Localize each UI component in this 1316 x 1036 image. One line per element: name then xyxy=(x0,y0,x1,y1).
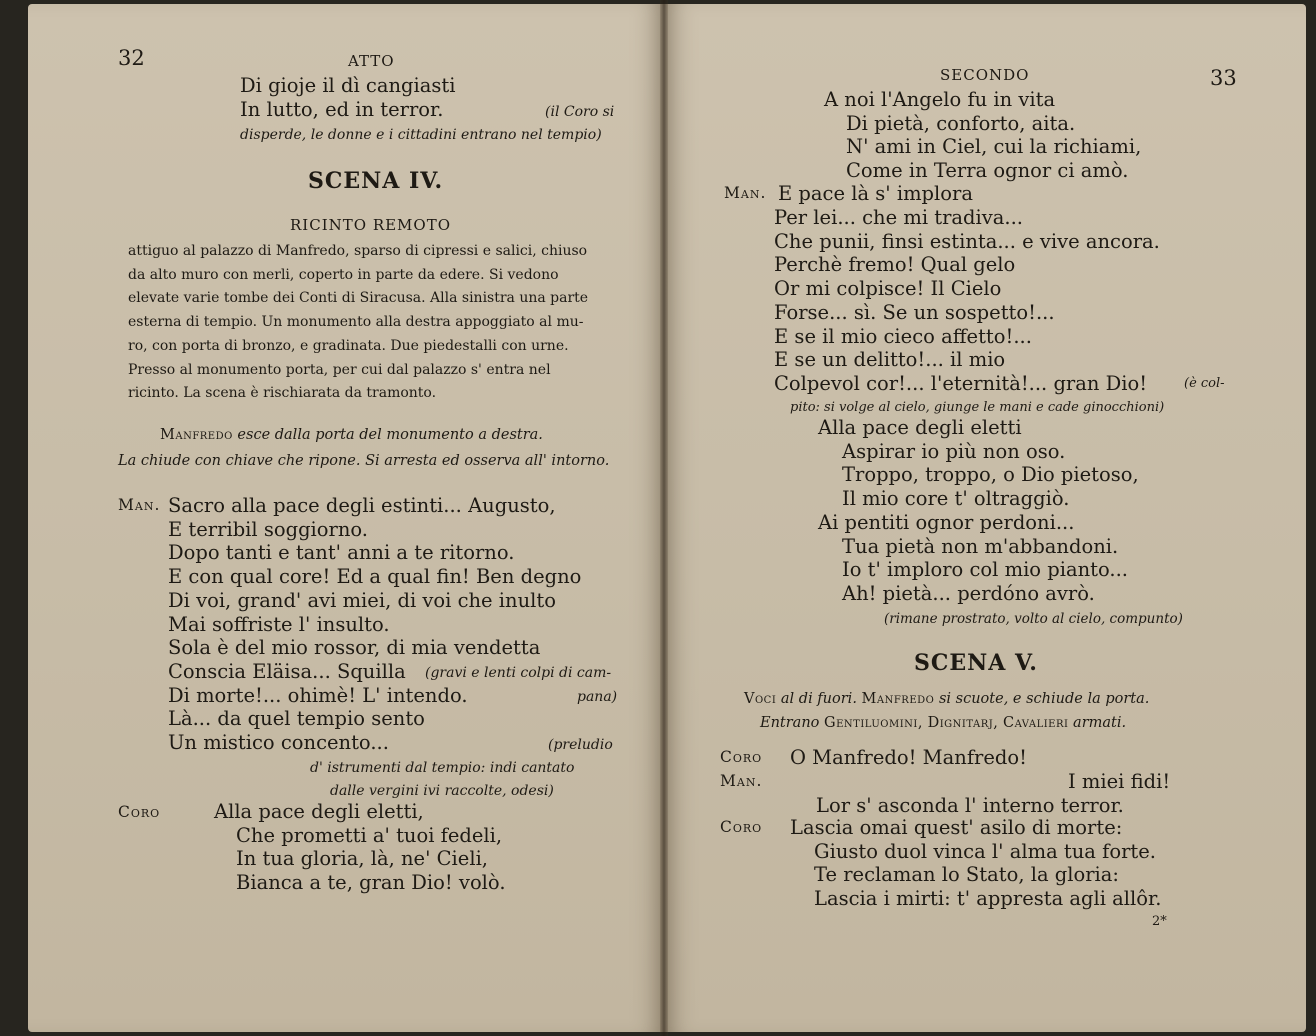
speaker-label: Man. xyxy=(724,184,767,202)
verse-line: Colpevol cor!... l'eternità!... gran Dio! xyxy=(774,371,1148,395)
verse-line: E se un delitto!... il mio xyxy=(774,348,1006,372)
verse-line: Perchè fremo! Qual gelo xyxy=(774,253,1016,277)
verse-line: E con qual core! Ed a qual fin! Ben degno xyxy=(168,565,582,589)
verse-line: Bianca a te, gran Dio! volò. xyxy=(236,871,506,895)
verse-block xyxy=(824,88,1141,183)
verse-line: Il mio core t' oltraggiò. xyxy=(842,487,1070,511)
description-line: elevate varie tombe dei Conti di Siracusa. Alla sinistra una parte xyxy=(128,290,589,307)
description-line: attiguo al palazzo di Manfredo, sparso di cipressi e salici, chiuso xyxy=(128,243,588,259)
choir-block xyxy=(214,800,506,895)
verse-line: Come in Terra ognor ci amò. xyxy=(846,159,1129,183)
verse-line: Ah! pietà... perdóno avrò. xyxy=(842,581,1095,605)
verse-line: Alla pace degli eletti xyxy=(818,416,1022,439)
page-number-right: 33 xyxy=(1210,66,1237,90)
verse-line: A noi l'Angelo fu in vita xyxy=(824,88,1056,111)
verse-line: Mai soffriste l' insulto. xyxy=(168,612,390,636)
verse-line: Aspirar io più non oso. xyxy=(842,439,1066,463)
verse-line: E terribil soggiorno. xyxy=(168,517,369,541)
verse-line: Dopo tanti e tant' anni a te ritorno. xyxy=(168,541,515,565)
verse-line: Troppo, troppo, o Dio pietoso, xyxy=(842,463,1139,487)
description-line: ricinto. La scena è rischiarata da tramonto. xyxy=(128,385,437,402)
verse-line: I miei fidi! xyxy=(1068,770,1171,793)
speaker-label: Coro xyxy=(118,803,161,821)
stage-direction: (è col- xyxy=(1184,376,1225,391)
character-name: Manfredo xyxy=(861,691,935,707)
description-line: da alto muro con merli, coperto in parte da edere. Si vedono xyxy=(128,266,559,283)
description-line: Presso al monumento porta, per cui dal palazzo s' entra nel xyxy=(128,361,551,378)
stage-direction: disperde, le donne e i cittadini entrano nel tempio) xyxy=(240,127,602,143)
stage-direction: pana) xyxy=(577,689,618,705)
aria-block xyxy=(818,416,1139,606)
verse-line: Sacro alla pace degli estinti... Augusto, xyxy=(168,494,556,517)
signature-mark: 2* xyxy=(1152,914,1167,929)
speech-block xyxy=(774,206,1160,396)
entrance-direction: Manfredo esce dalla porta del monumento a destra. xyxy=(160,427,543,443)
verse-block xyxy=(240,74,455,121)
verse-line: Che prometti a' tuoi fedeli, xyxy=(236,823,503,847)
stage-direction: pito: si volge al cielo, giunge le mani e cade ginocchioni) xyxy=(790,400,1165,415)
verse-line: Forse... sì. Se un sospetto!... xyxy=(774,300,1055,324)
verse-line: Di voi, grand' avi miei, di voi che inulto xyxy=(168,588,556,612)
entrance-direction: La chiude con chiave che ripone. Si arresta ed osserva all' intorno. xyxy=(118,453,610,469)
verse-line: Tua pietà non m'abbandoni. xyxy=(842,534,1119,558)
character-name: Voci xyxy=(744,691,777,707)
character-name: Cavalieri xyxy=(1002,715,1069,731)
description-line: esterna di tempio. Un monumento alla destra appoggiato al mu- xyxy=(128,314,584,331)
stage-direction: d' istrumenti dal tempio: indi cantato xyxy=(310,760,575,776)
setting-description xyxy=(128,240,588,406)
running-head-left: ATTO xyxy=(348,52,395,70)
verse-line: Or mi colpisce! Il Cielo xyxy=(774,277,1002,301)
book-gutter xyxy=(660,0,668,1036)
verse-line: In lutto, ed in terror. xyxy=(240,97,444,121)
character-name: Dignitarj, xyxy=(927,715,999,731)
entrance-direction: Voci al di fuori. Manfredo si scuote, e schiude la porta. xyxy=(744,691,1150,707)
scene-title: SCENA IV. xyxy=(308,168,444,194)
stage-direction: dalle vergini ivi raccolte, odesi) xyxy=(330,783,554,799)
verse-line: Lascia omai quest' asilo di morte: xyxy=(790,816,1123,839)
verse-line: Di pietà, conforto, aita. xyxy=(846,111,1076,135)
verse-line: Di morte!... ohimè! L' intendo. xyxy=(168,683,468,707)
verse-line: E pace là s' implora xyxy=(778,182,973,205)
description-line: ro, con porta di bronzo, e gradinata. Due piedestalli con urne. xyxy=(128,337,569,354)
verse-line: Per lei... che mi tradiva... xyxy=(774,206,1023,229)
verse-line: Là... da quel tempio sento xyxy=(168,707,425,731)
stage-direction: (il Coro si xyxy=(545,104,615,120)
speaker-label: Man. xyxy=(720,772,763,790)
verse-line: Te reclaman lo Stato, la gloria: xyxy=(814,863,1119,887)
stage-direction: (gravi e lenti colpi di cam- xyxy=(425,665,612,681)
verse-line: Sola è del mio rossor, di mia vendetta xyxy=(168,636,541,660)
entrance-direction: Entrano Gentiluomini, Dignitarj, Cavalieri armati. xyxy=(760,715,1127,731)
verse-line: Alla pace degli eletti, xyxy=(214,800,424,823)
speech-block xyxy=(168,494,581,755)
verse-line: Di gioje il dì cangiasti xyxy=(240,74,456,97)
stage-direction: (preludio xyxy=(548,737,613,753)
scene-title: SCENA V. xyxy=(914,650,1038,676)
verse-line: E se il mio cieco affetto!... xyxy=(774,324,1032,348)
verse-line: Un mistico concento... xyxy=(168,731,389,755)
verse-line: Che punii, finsi estinta... e vive ancora. xyxy=(774,229,1160,253)
speaker-label: Coro xyxy=(720,818,763,836)
verse-line: Io t' imploro col mio pianto... xyxy=(842,558,1128,582)
character-name: Manfredo xyxy=(160,427,233,443)
verse-line: Lor s' asconda l' interno terror. xyxy=(816,794,1124,817)
setting-title: RICINTO REMOTO xyxy=(290,216,452,234)
speaker-label: Man. xyxy=(118,496,161,514)
choir-block xyxy=(790,816,1161,911)
verse-line: N' ami in Ciel, cui la richiami, xyxy=(846,135,1142,159)
running-head-right: SECONDO xyxy=(940,66,1030,84)
verse-line: In tua gloria, là, ne' Cieli, xyxy=(236,847,489,871)
verse-line: Giusto duol vinca l' alma tua forte. xyxy=(814,839,1156,863)
speaker-label: Coro xyxy=(720,748,763,766)
verse-line: Lascia i mirti: t' appresta agli allôr. xyxy=(814,887,1162,911)
character-name: Gentiluomini, xyxy=(824,715,923,731)
verse-line: O Manfredo! Manfredo! xyxy=(790,746,1027,769)
stage-direction: (rimane prostrato, volto al cielo, compunto) xyxy=(884,611,1183,627)
page-number-left: 32 xyxy=(118,46,145,70)
verse-line: Ai pentiti ognor perdoni... xyxy=(818,510,1075,534)
verse-line: Conscia Eläisa... Squilla xyxy=(168,659,406,683)
